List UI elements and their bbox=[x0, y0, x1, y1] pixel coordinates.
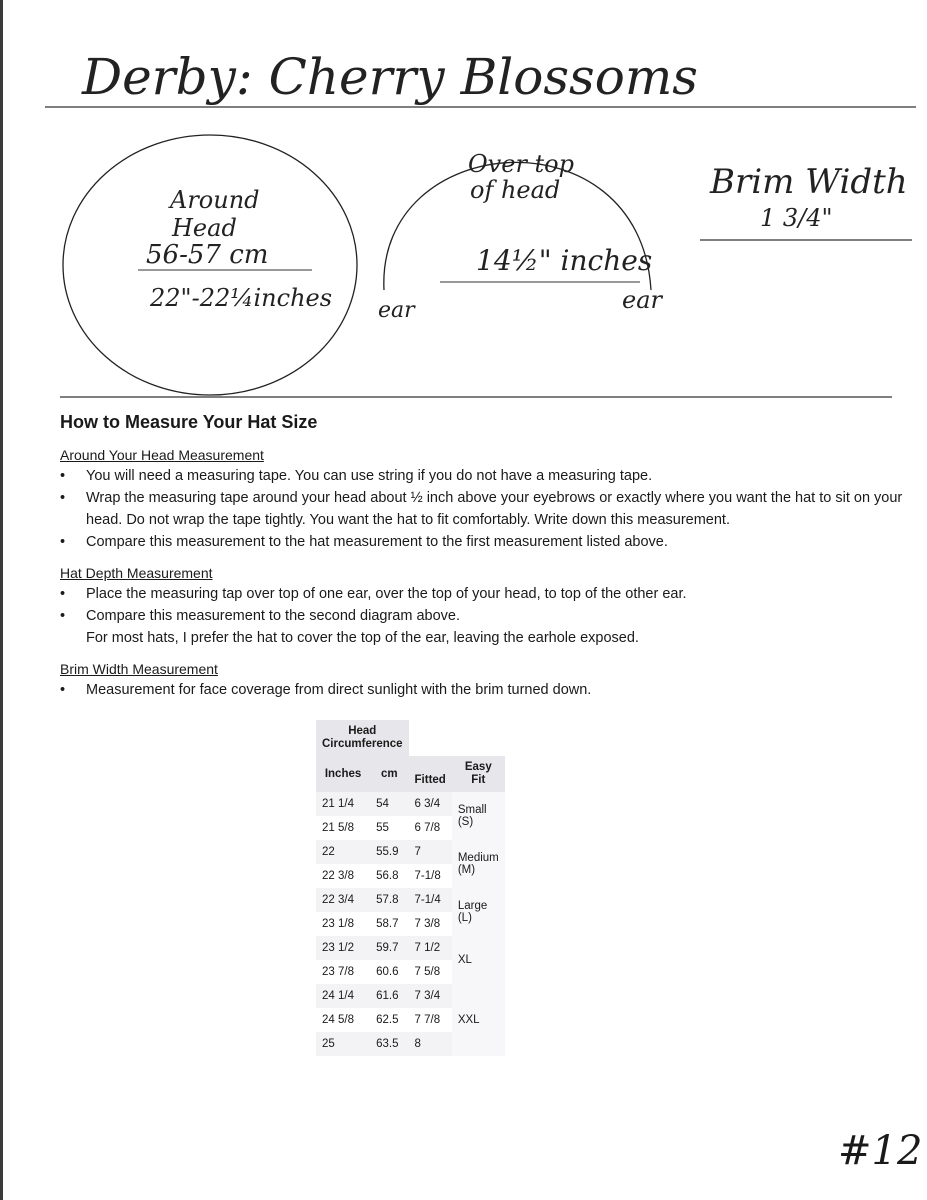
instructions bbox=[60, 412, 910, 713]
size-table bbox=[316, 720, 505, 1056]
table-cell: 54 bbox=[370, 792, 408, 816]
depth-list bbox=[60, 583, 910, 627]
over-head-label-1: Over top bbox=[468, 150, 574, 178]
list-item: • Measurement for face coverage from direct sunlight with the brim turned down. bbox=[60, 679, 910, 701]
around-list bbox=[60, 465, 910, 553]
table-cell: 24 1/4 bbox=[316, 984, 370, 1008]
list-item: • Wrap the measuring tape around your head about ½ inch above your eyebrows or exactly where you want the hat to sit on your head. Do not wrap the tape tightly. You want the hat to fit comfortably. Write down this measurement. bbox=[60, 487, 910, 531]
table-row bbox=[316, 840, 505, 864]
table-cell: 61.6 bbox=[370, 984, 408, 1008]
table-cell: 22 3/8 bbox=[322, 870, 354, 882]
easy-fit-cell: XL bbox=[452, 936, 505, 984]
brim-width-label: Brim Width bbox=[710, 162, 908, 202]
table-cell: 7-1/8 bbox=[414, 870, 441, 882]
table-cell: 23 7/8 bbox=[322, 966, 354, 978]
list-item: • You will need a measuring tape. You can use string if you do not have a measuring tape. bbox=[60, 465, 910, 487]
depth-section-title: Hat Depth Measurement bbox=[60, 565, 213, 581]
table-cell: 57.8 bbox=[370, 888, 408, 912]
around-head-label-2: Head bbox=[172, 214, 237, 242]
table-cell: 59.7 bbox=[370, 936, 408, 960]
list-item: • Compare this measurement to the second diagram above. bbox=[60, 605, 910, 627]
around-head-metric: 56-57 cm bbox=[146, 240, 269, 270]
over-head-label-2: of head bbox=[470, 176, 561, 204]
around-head-imperial: 22"-22¼inches bbox=[150, 284, 333, 312]
table-cell: 58.7 bbox=[376, 918, 399, 930]
table-cell: 7 1/2 bbox=[409, 936, 452, 960]
table-cell: 7 bbox=[409, 840, 452, 864]
over-head-measurement: 14½" inches bbox=[476, 244, 653, 277]
column-header: Easy Fit bbox=[452, 756, 505, 792]
table-cell: 6 3/4 bbox=[409, 792, 452, 816]
table-cell: 62.5 bbox=[376, 1014, 399, 1026]
table-cell: 22 bbox=[316, 840, 370, 864]
table-cell: 22 3/4 bbox=[316, 888, 370, 912]
table-cell: 8 bbox=[409, 1032, 452, 1056]
list-item: • Place the measuring tap over top of one ear, over the top of your head, to top of the other ear. bbox=[60, 583, 910, 605]
table-cell: 21 5/8 bbox=[322, 822, 354, 834]
brim-section-title: Brim Width Measurement bbox=[60, 661, 218, 677]
table-cell: 7-1/4 bbox=[409, 888, 452, 912]
brim-list bbox=[60, 679, 910, 701]
table-row bbox=[316, 792, 505, 816]
table-cell: 60.6 bbox=[376, 966, 399, 978]
ear-left-label: ear bbox=[378, 298, 415, 323]
table-cell: 23 1/8 bbox=[322, 918, 354, 930]
page-number: #12 bbox=[838, 1128, 923, 1174]
table-cell: 25 bbox=[316, 1032, 370, 1056]
table-cell: 7 7/8 bbox=[414, 1014, 441, 1026]
easy-fit-cell: Small (S) bbox=[452, 792, 505, 840]
table-row bbox=[316, 888, 505, 912]
table-cell: 7 3/8 bbox=[414, 918, 441, 930]
easy-fit-cell: Large (L) bbox=[452, 888, 505, 936]
column-header: Inches bbox=[316, 756, 370, 792]
table-cell: 55.9 bbox=[370, 840, 408, 864]
list-item: • Compare this measurement to the hat measurement to the first measurement listed above. bbox=[60, 531, 910, 553]
column-header: Fitted bbox=[409, 756, 452, 792]
easy-fit-cell: Medium (M) bbox=[452, 840, 505, 888]
table-cell: 21 1/4 bbox=[316, 792, 370, 816]
table-row bbox=[316, 936, 505, 960]
table-cell: 24 5/8 bbox=[322, 1014, 354, 1026]
table-cell: 7 3/4 bbox=[409, 984, 452, 1008]
table-row bbox=[316, 984, 505, 1008]
table-cell: 6 7/8 bbox=[414, 822, 441, 834]
table-group-header: Head Circumference bbox=[316, 720, 409, 756]
column-header: cm bbox=[370, 756, 408, 792]
around-head-label-1: Around bbox=[170, 186, 260, 214]
depth-note: For most hats, I prefer the hat to cover the top of the ear, leaving the earhole exposed. bbox=[86, 630, 639, 646]
table-cell: 63.5 bbox=[370, 1032, 408, 1056]
table-cell: 56.8 bbox=[376, 870, 399, 882]
easy-fit-cell: XXL bbox=[452, 984, 505, 1056]
page-title: Derby: Cherry Blossoms bbox=[82, 48, 698, 106]
instructions-heading: How to Measure Your Hat Size bbox=[60, 412, 318, 432]
around-section-title: Around Your Head Measurement bbox=[60, 447, 264, 463]
table-cell: 23 1/2 bbox=[316, 936, 370, 960]
table-cell: 7 5/8 bbox=[414, 966, 441, 978]
ear-right-label: ear bbox=[622, 286, 662, 314]
table-cell: 55 bbox=[376, 822, 389, 834]
brim-width-value: 1 3/4" bbox=[760, 204, 833, 232]
